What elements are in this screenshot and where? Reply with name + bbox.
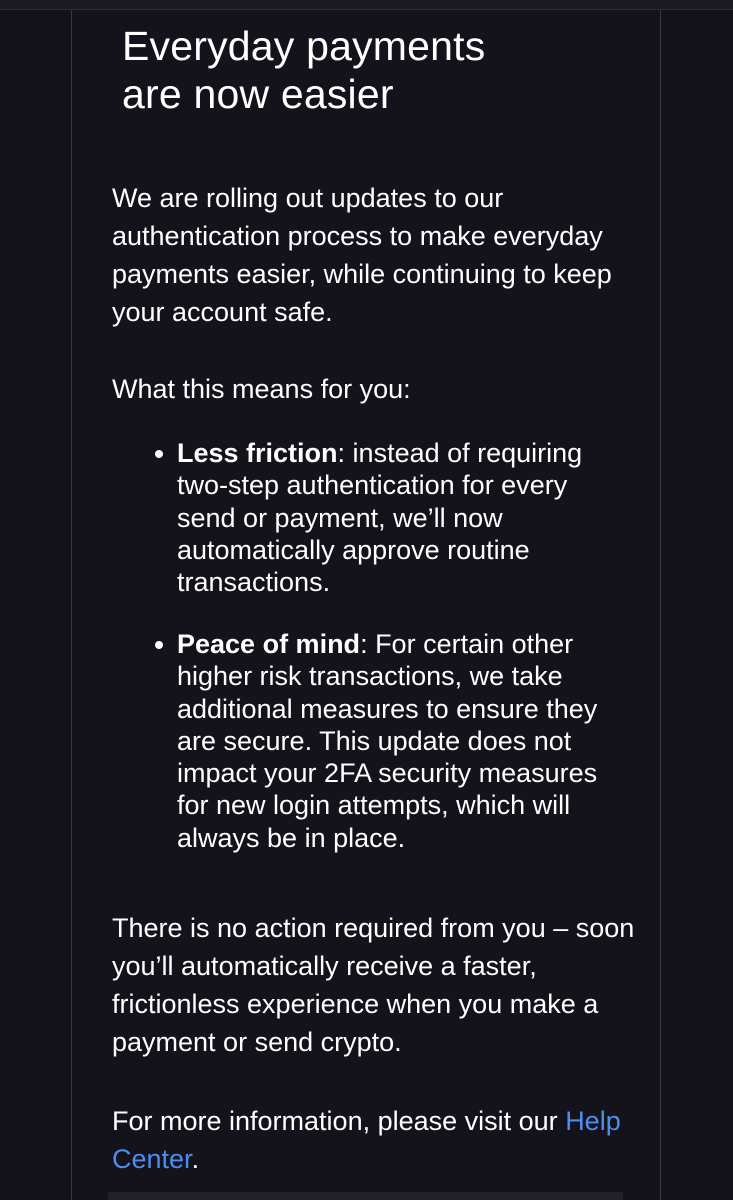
bullet-label: Less friction (177, 438, 338, 468)
bullet-label: Peace of mind (177, 629, 361, 659)
bullet-description: : For certain other higher risk transactions, we take additional measures to ensure they are secure. This update does not impact your 2FA security measures for new login attempts, which will always be in place. (177, 629, 598, 853)
bullet-icon (155, 450, 163, 458)
bullet-description: : instead of requiring two-step authentication for every send or payment, we’ll now automatically approve routine transactions. (177, 438, 583, 598)
help-center-link[interactable]: Help Center (112, 1106, 621, 1174)
list-item-peace-of-mind (152, 628, 632, 854)
bullet-icon (155, 641, 163, 649)
more-info-paragraph (112, 1102, 642, 1178)
top-strip (0, 0, 733, 9)
list-item-less-friction (152, 437, 632, 598)
email-title-line-1: Everyday payments (122, 23, 486, 69)
email-title (122, 22, 642, 118)
intro-paragraph: We are rolling out updates to our authentication process to make everyday payments easier, while continuing to keep your account safe. (112, 183, 612, 327)
bullet-text (177, 628, 632, 854)
more-info-prefix: For more information, please visit our (112, 1106, 566, 1136)
bottom-scroll-edge (108, 1192, 623, 1200)
bullet-text (177, 437, 632, 598)
email-title-line-2: are now easier (122, 71, 394, 117)
no-action-paragraph: There is no action required from you – soon you’ll automatically receive a faster, frictionless experience when you make a payment or send crypto. (112, 913, 635, 1057)
more-info-suffix: . (191, 1144, 200, 1174)
means-heading: What this means for you: (112, 374, 411, 404)
